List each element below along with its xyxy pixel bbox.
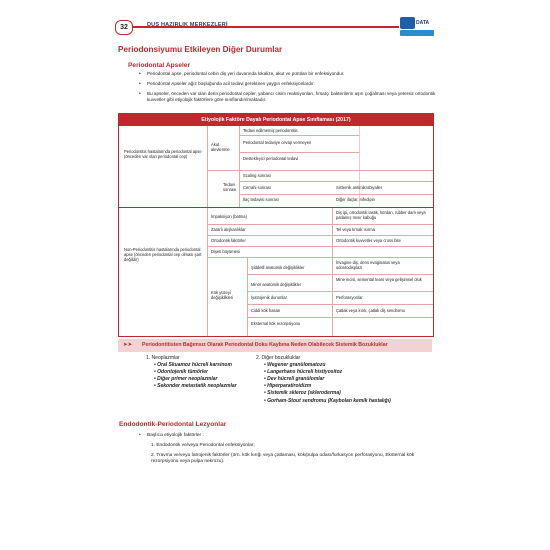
list-item: • Langerhans hücreli histiyositoz bbox=[264, 369, 343, 376]
systemic-disorders-band bbox=[118, 339, 432, 352]
data-logo bbox=[400, 17, 434, 38]
table-cell: Sistemik antimikrobiyaller bbox=[336, 185, 383, 190]
table-cell: Tel veya tırnak ısırma bbox=[336, 227, 375, 232]
table-cell: Cerrahi sonrası bbox=[243, 185, 271, 190]
table-cell: Ortodontik faktörler bbox=[211, 238, 246, 243]
table-cell: Destekleyici periodontal tedavi bbox=[243, 156, 299, 161]
classification-table bbox=[118, 113, 434, 337]
table-cell: Ortodontik kuvvetler veya cross bite bbox=[336, 238, 401, 243]
table-cell: Zararlı alışkanlıklar bbox=[211, 227, 246, 232]
section-title: Periodonsiyumu Etkileyen Diğer Durumlar bbox=[118, 45, 283, 54]
table-cell: Tedavi edilmemiş periodontitis bbox=[243, 128, 298, 133]
akut-label: Akut alevlenme bbox=[211, 142, 230, 153]
table-cell: Mine incisi, semental tears veya gelişimsel oluk bbox=[336, 277, 422, 282]
header-title: DUS HAZIRLIK MERKEZLERİ bbox=[147, 22, 228, 28]
bullet-dot-icon: • bbox=[139, 71, 141, 77]
bullet-dot-icon: • bbox=[139, 91, 141, 97]
bullet-dot-icon: • bbox=[139, 81, 141, 87]
subsection-title-apse: Periodontal Apseler bbox=[128, 62, 191, 69]
bullet-paragraph: • Periodontal apse, periodontal cebin diş yeri duvarında lokalize, akut ve pürülan bir enfeksiyondur. bbox=[139, 71, 345, 77]
group-label-periodontitis: Periodontitis hastalarında periodontal apse (önceden var olan periodontal cep) bbox=[124, 149, 202, 160]
table-cell: Scaling sonrası bbox=[243, 173, 271, 178]
table-cell: Ciddi kök hasarı bbox=[251, 308, 281, 313]
tedavi-label: Tedavi sonrası bbox=[223, 182, 237, 193]
bullet-dot-icon: • bbox=[139, 433, 141, 438]
bullet-paragraph: • Başlıca etiyolojik faktörler : bbox=[139, 433, 204, 438]
arrow-icon: ➤➤ bbox=[123, 342, 133, 348]
table-cell: Minör anatomik değişiklikler bbox=[251, 282, 302, 287]
table-cell: İlaç tedavisi sonrası bbox=[243, 197, 279, 202]
bullet-paragraph: • Periodontal Apseler ağız boşluğunda acil tedavi gerektiren yaygın enfeksiyonlardır. bbox=[139, 81, 315, 87]
page-number: 32 bbox=[115, 20, 133, 35]
table-cell: Dişeti büyümesi bbox=[211, 249, 240, 254]
list-heading: 2. Diğer bozukluklar bbox=[256, 355, 301, 361]
subsection-title-endo: Endodontik-Periodontal Lezyonlar bbox=[119, 421, 227, 428]
table-cell: Periodontal tedaviye cevap vermeyen bbox=[243, 140, 312, 145]
kok-label: Kök yüzeyi değişiklikleri bbox=[211, 290, 234, 301]
list-item: 1. Endodontik ve/veya Periodontal enfeksiyonlar; bbox=[151, 443, 255, 448]
list-item: • Sistemik skleroz (sklerodermа) bbox=[264, 390, 341, 397]
list-item: • Oral Skuamoz hücreli karsinom bbox=[154, 362, 232, 369]
table-cell: Eksternal kök rezorpsiyonu bbox=[251, 321, 301, 326]
table-cell: İyatrojenik durumlar bbox=[251, 295, 287, 300]
list-item: • Diğer primer neoplazmlar bbox=[154, 376, 218, 383]
bullet-paragraph: • Bu apseler, önceden var olan derin periodontal cepler, yabancı cisim reaksiyonları, fırsatçı bakterilerin aşırı çoğalması veya yetersiz ortodontik kuvvetler gibi etiyolojik faktörlere göre sınıflandırılmaktadır. bbox=[139, 91, 436, 103]
table-cell: Çatlak veya kırık, çatlak diş sendromu bbox=[336, 308, 405, 313]
list-heading: 1. Neoplazmlar bbox=[146, 355, 180, 361]
list-item: • Wegener granülomatozu bbox=[264, 362, 326, 369]
list-item: • Dev hücreli granülomlar bbox=[264, 376, 325, 383]
other-disorders-list bbox=[256, 355, 436, 405]
table-title: Etiyolojik Faktöre Dayalı Periodontal Apse Sınıflaması (2017) bbox=[119, 114, 433, 126]
group-label-non-periodontitis: Non-Periodontitis hastalarında periodontal apse (önceden periodontal cep olması şart değildir) bbox=[124, 247, 202, 263]
list-item: • Sekonder metastatik neoplazmlar bbox=[154, 383, 237, 390]
table-cell: Diş ipi, ortodontik lastik, kürdan, rubber dam veya patlamış mısır kabuğu bbox=[336, 210, 426, 221]
table-cell: İnvagine diş, dens evaginatus veya odontodisplazi bbox=[336, 260, 400, 271]
logo-text: DATA bbox=[416, 20, 430, 26]
list-item: • Odontojenik tümörler bbox=[154, 369, 208, 376]
list-item: 2. Travma ve/veya İatrojenik faktörler (örn. kök kırığı veya çatlaması, kök/pulpa odası/furkasyon perforasyonu, Eksternal kök rezorpsiyonu veya pulpa nekrozu). bbox=[151, 453, 415, 465]
band-title: Periodontitisten Bağımsız Olarak Periodontal Doku Kaybına Neden Olabilecek Sistemik Bozukluklar bbox=[142, 342, 388, 348]
list-item: • Gorham-Stout sendromu (Kaybolan kemik hastalığı) bbox=[264, 397, 391, 404]
table-cell: Diğer ilaçlar, nifedipin bbox=[336, 197, 375, 202]
neoplasm-list bbox=[146, 355, 256, 389]
table-cell: Perforasyonlar bbox=[336, 295, 363, 300]
table-cell: Şiddetli anatomik değişiklikler bbox=[251, 265, 305, 270]
list-item: • Hiperparatiroidizm bbox=[264, 383, 312, 390]
table-cell: İmpaksiyon (batma) bbox=[211, 214, 247, 219]
